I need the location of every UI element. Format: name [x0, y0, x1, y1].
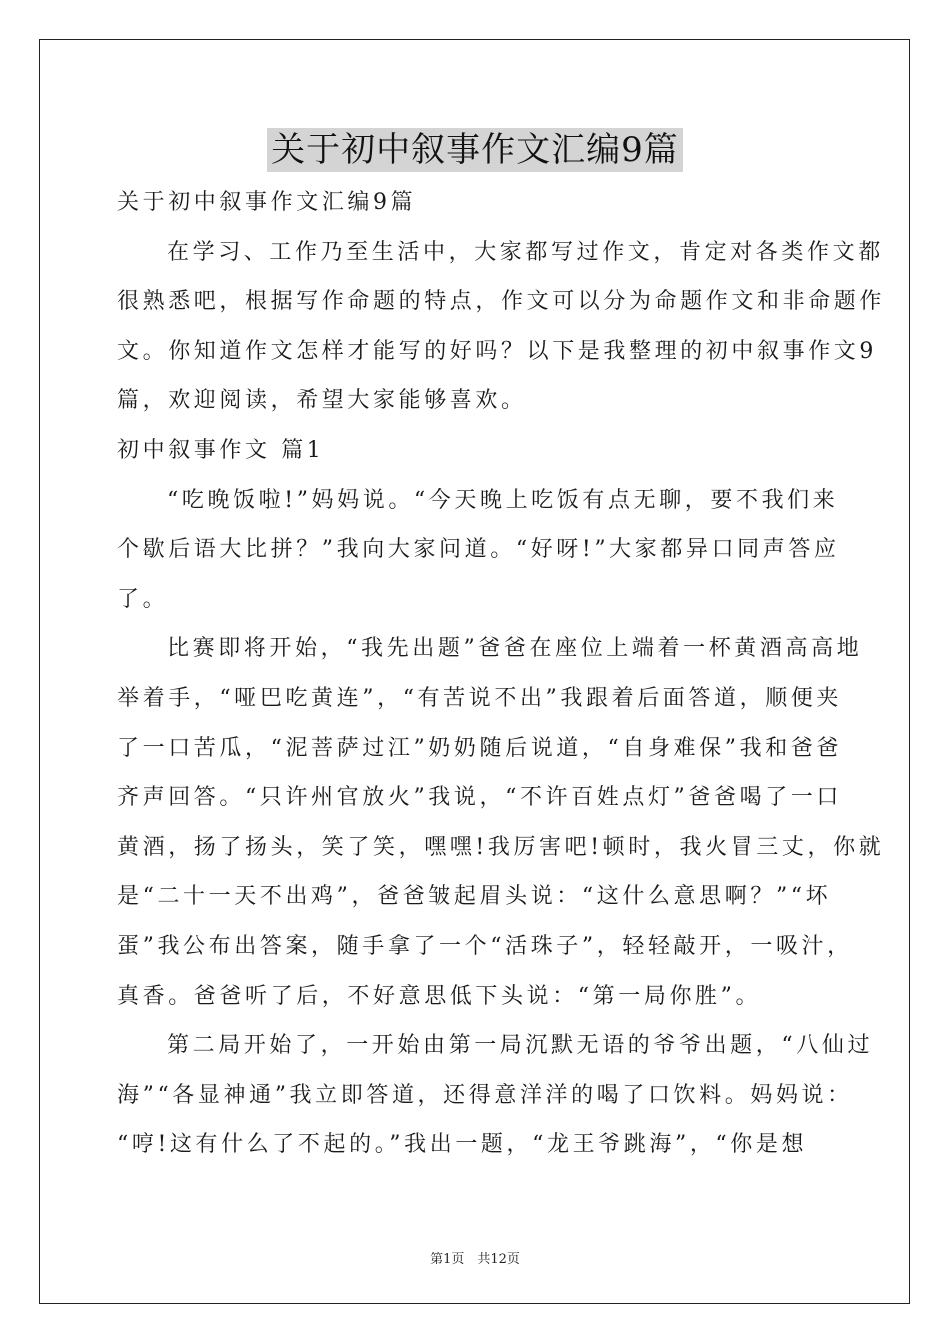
paragraph-line: 篇，欢迎阅读，希望大家能够喜欢。 — [117, 388, 527, 414]
intro-paragraph — [117, 228, 886, 426]
paragraph-line: 了一口苦瓜，“泥菩萨过江”奶奶随后说道，“自身难保”我和爸爸 — [117, 735, 842, 761]
document-body — [117, 178, 886, 1170]
paragraph-line: 在学习、工作乃至生活中，大家都写过作文，肯定对各类作文都 — [167, 239, 884, 265]
paragraph-1 — [117, 476, 840, 625]
subtitle: 关于初中叙事作文汇编9篇 — [117, 190, 417, 215]
paragraph-line: 齐声回答。“只许州官放火”我说，“不许百姓点灯”爸爸喝了一口 — [117, 785, 842, 811]
paragraph-line: 举着手，“哑巴吃黄连”，“有苦说不出”我跟着后面答道，顺便夹 — [117, 685, 842, 711]
paragraph-line: 海”“各显神通”我立即答道，还得意洋洋的喝了口饮料。妈妈说： — [117, 1082, 853, 1108]
paragraph-line: 第二局开始了，一开始由第一局沉默无语的爷爷出题，“八仙过 — [167, 1033, 874, 1059]
paragraph-line: “哼!这有什么了不起的。”我出一题，“龙王爷跳海”，“你是想 — [117, 1132, 808, 1158]
paragraph-line: 了。 — [117, 586, 169, 612]
paragraph-line: 是“二十一天不出鸡”，爸爸皱起眉头说：“这什么意思啊？”“坏 — [117, 884, 832, 910]
paragraph-line: 文。你知道作文怎样才能写的好吗？以下是我整理的初中叙事作文9 — [117, 338, 877, 364]
paragraph-line: 个歇后语大比拼？”我向大家问道。“好呀!”大家都异口同声答应 — [117, 537, 840, 563]
paragraph-2 — [117, 624, 885, 1021]
paragraph-line: 黄酒，扬了扬头，笑了笑，嘿嘿!我厉害吧!顿时，我火冒三丈，你就 — [117, 834, 885, 860]
paragraph-3 — [117, 1021, 874, 1170]
paragraph-line: 真香。爸爸听了后，不好意思低下头说：“第一局你胜”。 — [117, 983, 762, 1009]
title-container — [0, 128, 950, 172]
section-heading: 初中叙事作文 篇1 — [117, 437, 325, 463]
paragraph-line: 比赛即将开始，“我先出题”爸爸在座位上端着一杯黄酒高高地 — [167, 636, 863, 662]
paragraph-line: “吃晚饭啦!”妈妈说。“今天晚上吃饭有点无聊，要不我们来 — [167, 487, 839, 513]
paragraph-line: 蛋”我公布出答案，随手拿了一个“活珠子”，轻轻敲开，一吸汁， — [117, 933, 853, 959]
page-footer: 第1页 共12页 — [430, 1252, 520, 1267]
paragraph-line: 很熟悉吧，根据写作命题的特点，作文可以分为命题作文和非命题作 — [117, 289, 886, 315]
document-title: 关于初中叙事作文汇编9篇 — [267, 128, 683, 172]
